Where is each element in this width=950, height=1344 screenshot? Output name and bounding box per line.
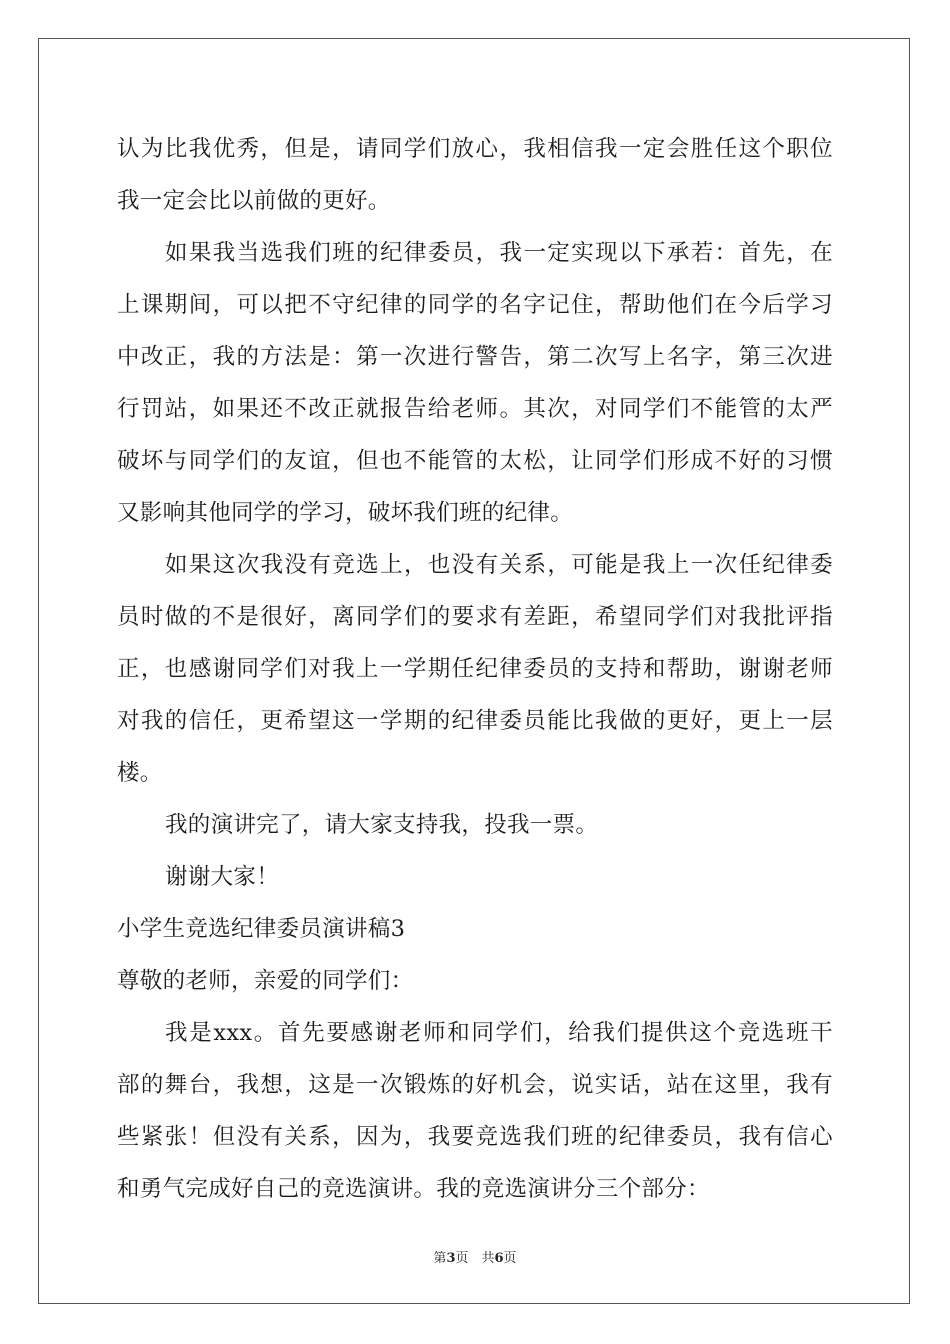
text-line: 对我的信任，更希望这一学期的纪律委员能比我做的更好，更上一层 [117,708,833,734]
text-line: 部的舞台，我想，这是一次锻炼的好机会，说实话，站在这里，我有 [117,1072,833,1098]
paragraph-start: 如果我当选我们班的纪律委员，我一定实现以下承若：首先，在 [165,240,833,266]
text-line: 中改正，我的方法是：第一次进行警告，第二次写上名字，第三次进 [117,344,833,370]
text-line: 又影响其他同学的学习，破坏我们班的纪律。 [117,500,574,526]
text-line: 正，也感谢同学们对我上一学期任纪律委员的支持和帮助，谢谢老师 [117,656,833,682]
text-line: 认为比我优秀，但是，请同学们放心，我相信我一定会胜任这个职位 [117,136,833,162]
text-line: 行罚站，如果还不改正就报告给老师。其次，对同学们不能管的太严 [117,396,833,422]
text-line: 些紧张！但没有关系，因为，我要竞选我们班的纪律委员，我有信心 [117,1124,833,1150]
page-prefix: 第 [433,1251,447,1266]
page-number-footer [0,1247,950,1266]
paragraph-start: 谢谢大家！ [165,864,280,890]
current-page-number: 3 [446,1251,456,1266]
salutation: 尊敬的老师，亲爱的同学们： [117,968,414,994]
text-line: 楼。 [117,760,163,786]
paragraph-start: 我的演讲完了，请大家支持我，投我一票。 [165,812,599,838]
section-heading: 小学生竞选纪律委员演讲稿3 [117,916,406,942]
text-line: 上课期间，可以把不守纪律的同学的名字记住，帮助他们在今后学习 [117,292,833,318]
page-mid: 页 共 [455,1251,495,1266]
total-page-number: 6 [494,1251,504,1266]
text-line: 破坏与同学们的友谊，但也不能管的太松，让同学们形成不好的习惯 [117,448,833,474]
paragraph-start: 我是xxx。首先要感谢老师和同学们，给我们提供这个竞选班干 [165,1020,833,1046]
paragraph-start: 如果这次我没有竞选上，也没有关系，可能是我上一次任纪律委 [165,552,833,578]
text-line: 员时做的不是很好，离同学们的要求有差距，希望同学们对我批评指 [117,604,833,630]
page-suffix: 页 [503,1251,517,1266]
text-line: 我一定会比以前做的更好。 [117,188,391,214]
document-body [117,127,833,1219]
text-line: 和勇气完成好自己的竞选演讲。我的竞选演讲分三个部分： [117,1176,710,1202]
